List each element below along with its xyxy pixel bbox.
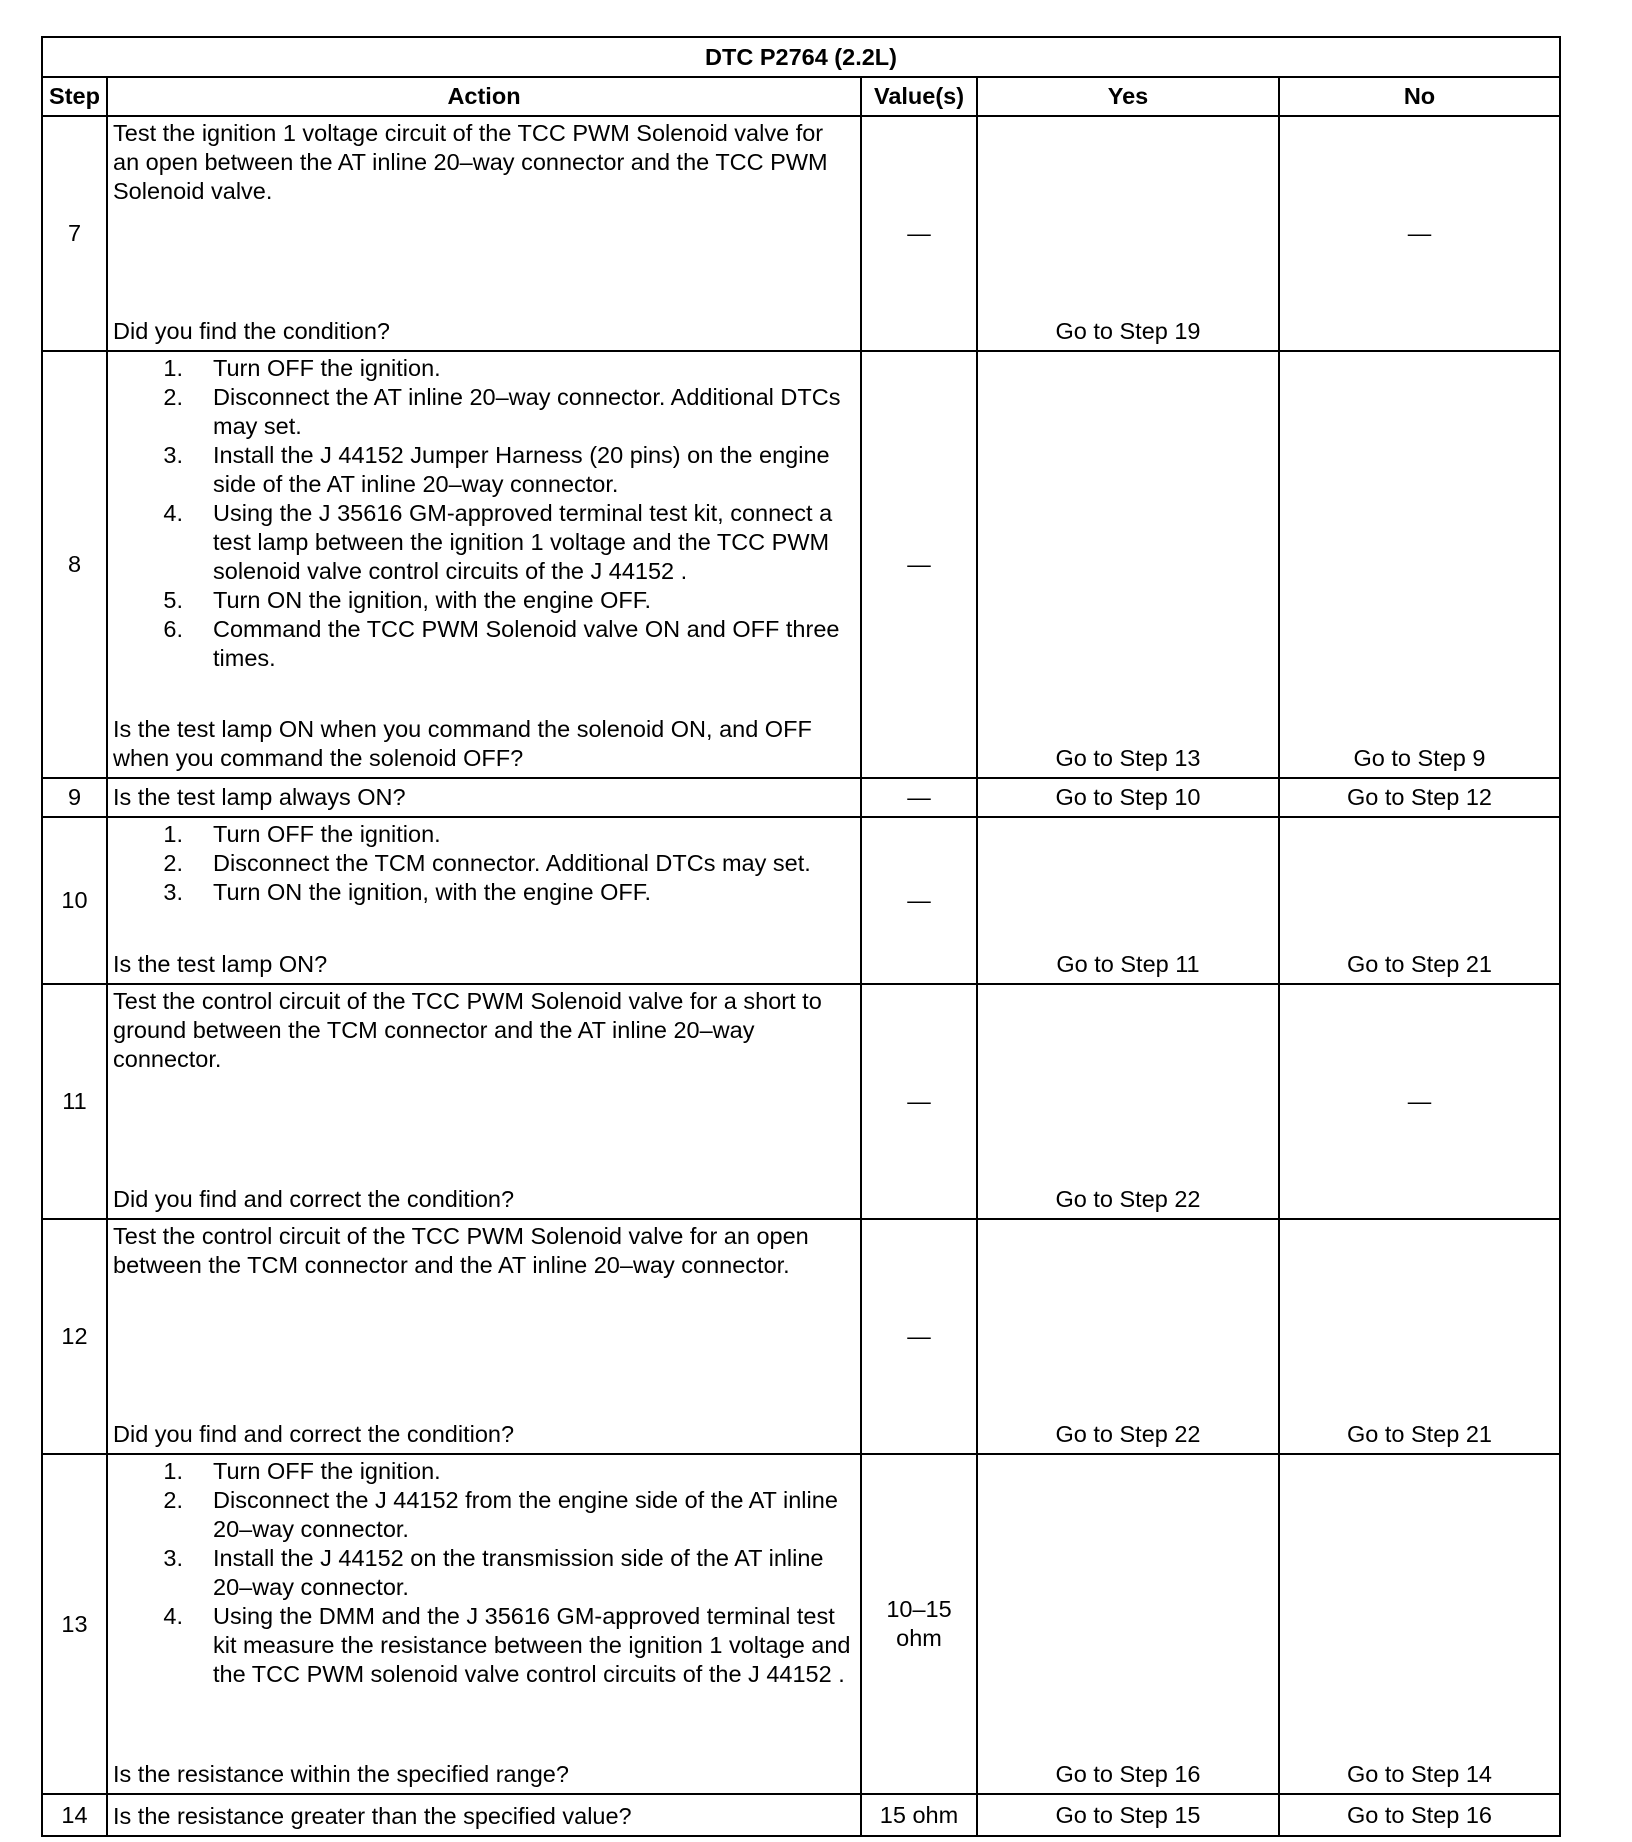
no-cell: — xyxy=(1279,984,1560,1219)
procedure-step xyxy=(113,849,854,878)
no-cell: — xyxy=(1279,116,1560,351)
no-cell: Go to Step 12 xyxy=(1279,778,1560,817)
procedure-step-number: 1. xyxy=(163,1458,183,1484)
value-cell: 10–15 ohm xyxy=(861,1454,977,1794)
action-cell xyxy=(107,1454,861,1794)
procedure-step-number: 4. xyxy=(163,500,183,526)
action-description: Test the control circuit of the TCC PWM Solenoid valve for a short to ground between the TCM connector and the AT inline 20–way connector. xyxy=(113,988,822,1072)
procedure-step-text: Using the DMM and the J 35616 GM-approved terminal test kit measure the resistance between the ignition 1 voltage and the TCC PWM solenoid valve control circuits of the J 44152 . xyxy=(213,1603,851,1687)
action-cell xyxy=(107,817,861,984)
procedure-steps xyxy=(113,354,854,673)
no-cell: Go to Step 16 xyxy=(1279,1794,1560,1836)
value-cell: — xyxy=(861,817,977,984)
table-row xyxy=(42,116,1560,351)
value-cell: — xyxy=(861,984,977,1219)
procedure-step-text: Turn ON the ignition, with the engine OFF. xyxy=(213,879,652,905)
procedure-step xyxy=(113,586,854,615)
header-no: No xyxy=(1279,77,1560,116)
procedure-steps xyxy=(113,820,854,907)
yes-cell: Go to Step 22 xyxy=(977,1219,1279,1454)
procedure-step-text: Install the J 44152 Jumper Harness (20 pins) on the engine side of the AT inline 20–way connector. xyxy=(213,442,830,497)
yes-cell: Go to Step 15 xyxy=(977,1794,1279,1836)
step-number: 13 xyxy=(42,1454,107,1794)
procedure-step-number: 2. xyxy=(163,1487,183,1513)
procedure-step-number: 6. xyxy=(163,616,183,642)
action-cell xyxy=(107,351,861,778)
procedure-step-text: Turn ON the ignition, with the engine OFF. xyxy=(213,587,652,613)
procedure-step-text: Turn OFF the ignition. xyxy=(213,355,441,381)
action-cell xyxy=(107,778,861,817)
action-question: Did you find and correct the condition? xyxy=(113,1421,515,1447)
header-action: Action xyxy=(107,77,861,116)
action-cell xyxy=(107,984,861,1219)
procedure-step xyxy=(113,878,854,907)
procedure-step-number: 3. xyxy=(163,879,183,905)
no-cell: Go to Step 21 xyxy=(1279,817,1560,984)
step-number: 11 xyxy=(42,984,107,1219)
procedure-step xyxy=(113,383,854,441)
step-number: 9 xyxy=(42,778,107,817)
procedure-step xyxy=(113,441,854,499)
table-row xyxy=(42,1454,1560,1794)
procedure-step-number: 1. xyxy=(163,821,183,847)
table-row xyxy=(42,351,1560,778)
action-question: Is the test lamp always ON? xyxy=(113,784,406,810)
procedure-step-text: Disconnect the J 44152 from the engine side of the AT inline 20–way connector. xyxy=(213,1487,838,1542)
action-question: Is the resistance within the specified range? xyxy=(113,1761,569,1787)
step-number: 8 xyxy=(42,351,107,778)
action-question: Is the test lamp ON? xyxy=(113,951,328,977)
procedure-step xyxy=(113,615,854,673)
action-cell xyxy=(107,1794,861,1836)
value-cell: — xyxy=(861,116,977,351)
procedure-step xyxy=(113,1544,854,1602)
step-number: 10 xyxy=(42,817,107,984)
no-cell: Go to Step 21 xyxy=(1279,1219,1560,1454)
action-cell xyxy=(107,1219,861,1454)
table-row xyxy=(42,984,1560,1219)
step-number: 7 xyxy=(42,116,107,351)
procedure-step-number: 4. xyxy=(163,1603,183,1629)
procedure-step-text: Disconnect the TCM connector. Additional DTCs may set. xyxy=(213,850,811,876)
procedure-step xyxy=(113,1602,854,1689)
no-cell: Go to Step 14 xyxy=(1279,1454,1560,1794)
header-step: Step xyxy=(42,77,107,116)
procedure-step-text: Command the TCC PWM Solenoid valve ON and OFF three times. xyxy=(213,616,840,671)
diagnostic-table xyxy=(41,36,1561,1837)
table-row xyxy=(42,817,1560,984)
procedure-step-number: 3. xyxy=(163,442,183,468)
table-row xyxy=(42,1219,1560,1454)
action-question: Is the test lamp ON when you command the solenoid ON, and OFF when you command the solenoid OFF? xyxy=(113,716,812,771)
procedure-step-text: Using the J 35616 GM-approved terminal test kit, connect a test lamp between the ignition 1 voltage and the TCC PWM solenoid valve control circuits of the J 44152 . xyxy=(213,500,833,584)
yes-cell: Go to Step 16 xyxy=(977,1454,1279,1794)
procedure-step-number: 3. xyxy=(163,1545,183,1571)
step-number: 14 xyxy=(42,1794,107,1836)
procedure-step xyxy=(113,499,854,586)
procedure-step-number: 2. xyxy=(163,850,183,876)
procedure-step-number: 5. xyxy=(163,587,183,613)
header-yes: Yes xyxy=(977,77,1279,116)
procedure-step xyxy=(113,1486,854,1544)
action-description: Test the control circuit of the TCC PWM Solenoid valve for an open between the TCM connector and the AT inline 20–way connector. xyxy=(113,1223,809,1278)
procedure-step-number: 1. xyxy=(163,355,183,381)
procedure-step-text: Turn OFF the ignition. xyxy=(213,1458,441,1484)
value-cell: 15 ohm xyxy=(861,1794,977,1836)
value-cell: — xyxy=(861,1219,977,1454)
action-question: Is the resistance greater than the specified value? xyxy=(113,1803,632,1829)
procedure-step-number: 2. xyxy=(163,384,183,410)
table-title: DTC P2764 (2.2L) xyxy=(42,37,1560,77)
procedure-step-text: Install the J 44152 on the transmission side of the AT inline 20–way connector. xyxy=(213,1545,824,1600)
table-row xyxy=(42,1794,1560,1836)
action-cell xyxy=(107,116,861,351)
value-cell: — xyxy=(861,778,977,817)
procedure-step-text: Turn OFF the ignition. xyxy=(213,821,441,847)
procedure-step-text: Disconnect the AT inline 20–way connector. Additional DTCs may set. xyxy=(213,384,841,439)
yes-cell: Go to Step 11 xyxy=(977,817,1279,984)
procedure-step xyxy=(113,354,854,383)
procedure-step xyxy=(113,820,854,849)
step-number: 12 xyxy=(42,1219,107,1454)
action-question: Did you find and correct the condition? xyxy=(113,1186,515,1212)
header-values: Value(s) xyxy=(861,77,977,116)
yes-cell: Go to Step 10 xyxy=(977,778,1279,817)
table-row xyxy=(42,778,1560,817)
yes-cell: Go to Step 22 xyxy=(977,984,1279,1219)
value-cell: — xyxy=(861,351,977,778)
action-description: Test the ignition 1 voltage circuit of the TCC PWM Solenoid valve for an open between the AT inline 20–way connector and the TCC PWM Solenoid valve. xyxy=(113,120,828,204)
no-cell: Go to Step 9 xyxy=(1279,351,1560,778)
yes-cell: Go to Step 13 xyxy=(977,351,1279,778)
procedure-step xyxy=(113,1457,854,1486)
action-question: Did you find the condition? xyxy=(113,318,390,344)
procedure-steps xyxy=(113,1457,854,1689)
yes-cell: Go to Step 19 xyxy=(977,116,1279,351)
